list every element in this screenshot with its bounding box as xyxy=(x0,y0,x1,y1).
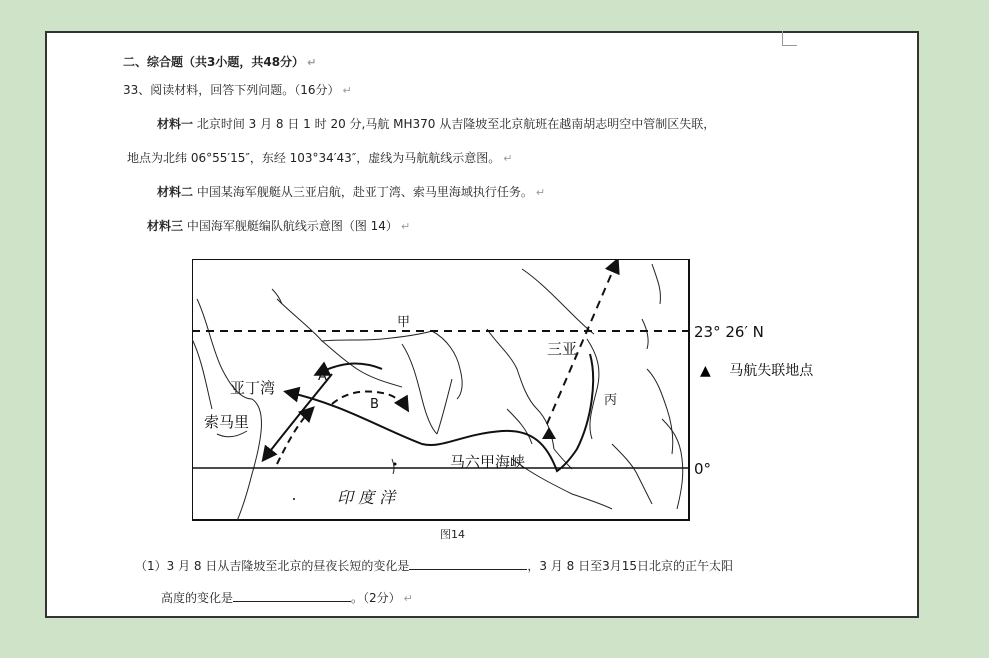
label-malacca: 马六甲海峡 xyxy=(450,453,526,471)
paragraph-mark: ↵ xyxy=(535,186,546,199)
question-intro xyxy=(123,81,352,98)
material1-line1 xyxy=(157,115,715,132)
material1-text2: 地点为北纬 06°55′15″，东经 103°34′43″，虚线为马航航线示意图。 xyxy=(127,151,501,165)
section-title xyxy=(123,53,316,70)
material2-text: 中国某海军舰艇从三亚启航，赴亚丁湾、索马里海域执行任务。 xyxy=(196,185,533,199)
section-title-text: 二、综合题（共3小题，共48分） xyxy=(123,55,305,69)
label-route-b: B xyxy=(370,397,379,412)
paragraph-mark: ↵ xyxy=(307,56,317,69)
legend-text: 马航失联地点 xyxy=(729,363,814,379)
answer-blank-2[interactable] xyxy=(233,590,351,602)
question1-text4: 。（2分） xyxy=(351,591,401,605)
label-sanya: 三亚 xyxy=(547,340,578,358)
corner-crop-mark xyxy=(782,31,797,46)
label-jia: 甲 xyxy=(397,315,411,330)
legend-triangle-icon: ▲ xyxy=(700,363,711,379)
map-legend xyxy=(700,360,813,380)
label-indian-ocean: 印 度 洋 xyxy=(337,488,396,507)
paragraph-mark: ↵ xyxy=(403,592,413,605)
label-tropic: 23° 26′ N xyxy=(694,323,764,341)
label-route-a: A xyxy=(318,369,327,384)
material1-line2 xyxy=(127,149,513,166)
material3-label: 材料三 xyxy=(147,219,184,233)
material3-text: 中国海军舰艇编队航线示意图（图 14） xyxy=(186,219,398,233)
material2-line xyxy=(157,183,545,200)
route-map-figure xyxy=(192,259,690,521)
material3-line xyxy=(147,217,410,234)
question-intro-text: 33、阅读材料，回答下列问题。（16分） xyxy=(123,83,340,97)
paragraph-mark: ↵ xyxy=(503,152,513,165)
question1-text1: （1）3 月 8 日从吉隆坡至北京的昼夜长短的变化是 xyxy=(135,559,410,573)
label-aden: 亚丁湾 xyxy=(230,379,276,397)
label-equator: 0° xyxy=(694,460,712,478)
question1-line1 xyxy=(135,557,733,574)
material2-label: 材料二 xyxy=(157,185,194,199)
question1-text3: 高度的变化是 xyxy=(161,591,234,605)
answer-blank-1[interactable] xyxy=(409,558,527,570)
question1-line2 xyxy=(161,589,413,606)
label-somalia: 索马里 xyxy=(204,413,250,431)
material1-text1: 北京时间 3 月 8 日 1 时 20 分,马航 MH370 从吉隆坡至北京航班在越南胡志明空中管制区失联， xyxy=(196,117,716,131)
paragraph-mark: ↵ xyxy=(342,84,352,97)
label-bing: 丙 xyxy=(604,393,618,408)
figure-caption: 图14 xyxy=(440,528,465,541)
paragraph-mark: ↵ xyxy=(400,220,411,233)
question1-text2: ，3 月 8 日至3月15日北京的正午太阳 xyxy=(527,559,733,573)
material1-label: 材料一 xyxy=(157,117,194,131)
